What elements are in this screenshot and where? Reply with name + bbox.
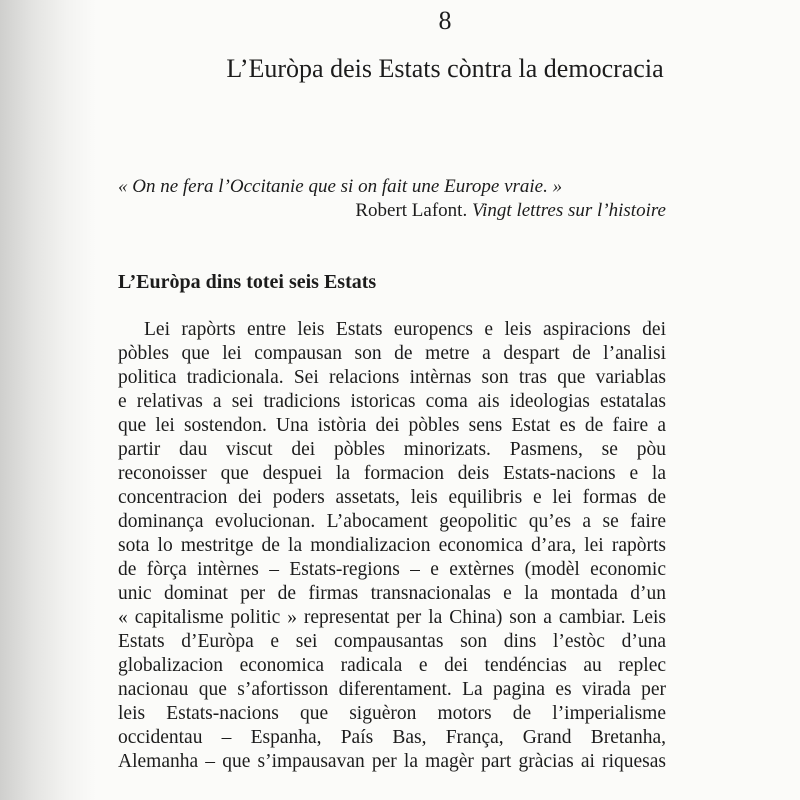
body-line: nacionau que s’afortisson diferentament. La pagina es virada per <box>118 679 666 700</box>
body-line: Alemanha – que s’impausavan per la magèr part gràcias ai riquesas <box>118 751 666 772</box>
body-line: Estats d’Euròpa e sei compausantas son dins l’estòc d’una <box>118 631 666 652</box>
epigraph-author: Robert Lafont. <box>355 200 472 221</box>
body-line: partir dau viscut dei pòbles minorizats. Pasmens, se pòu <box>118 439 666 460</box>
body-line: e relativas a sei tradicions istoricas coma ais ideologias estatalas <box>118 391 666 412</box>
epigraph <box>118 175 666 223</box>
body-line: de fòrça intèrnes – Estats-regions – e extèrnes (modèl economic <box>118 559 666 580</box>
body-line: occidentau – Espanha, País Bas, França, Grand Bretanha, <box>118 727 666 748</box>
section-heading: L’Euròpa dins totei seis Estats <box>118 271 377 293</box>
chapter-number: 8 <box>438 6 452 35</box>
body-line: unic dominat per de firmas transnacionalas e la montada d’un <box>118 583 666 604</box>
body-line: concentracion dei poders assetats, leis equilibris e lei formas de <box>118 487 666 508</box>
body-line: dominança evolucionan. L’abocament geopolitic qu’es a se faire <box>118 511 666 532</box>
body-line: Lei rapòrts entre leis Estats europencs e leis aspiracions dei <box>144 319 666 340</box>
body-line: pòbles que lei compausan son de metre a despart de l’analisi <box>118 343 666 364</box>
body-line: « capitalisme politic » representat per la China) son a cambiar. Leis <box>118 607 666 628</box>
body-line: que lei sostendon. Una istòria dei pòbles sens Estat es de faire a <box>118 415 666 436</box>
chapter-title: L’Euròpa deis Estats còntra la democracia <box>226 54 664 83</box>
body-line: politica tradicionala. Sei relacions intèrnas son tras que variablas <box>118 367 666 388</box>
body-line: sota lo mestritge de la mondializacion economica d’ara, lei rapòrts <box>118 535 666 556</box>
epigraph-work: Vingt lettres sur l’histoire <box>471 200 666 221</box>
epigraph-source <box>118 199 666 223</box>
epigraph-quote: « On ne fera l’Occitanie que si on fait une Europe vraie. » <box>118 176 563 197</box>
body-line: reconoisser que despuei la formacion deis Estats-nacions e la <box>118 463 666 484</box>
body-paragraph <box>118 318 666 774</box>
book-gutter-shadow <box>0 0 96 800</box>
body-line: globalizacion economica radicala e dei tendéncias au replec <box>118 655 666 676</box>
body-line: leis Estats-nacions que siguèron motors de l’imperialisme <box>118 703 666 724</box>
